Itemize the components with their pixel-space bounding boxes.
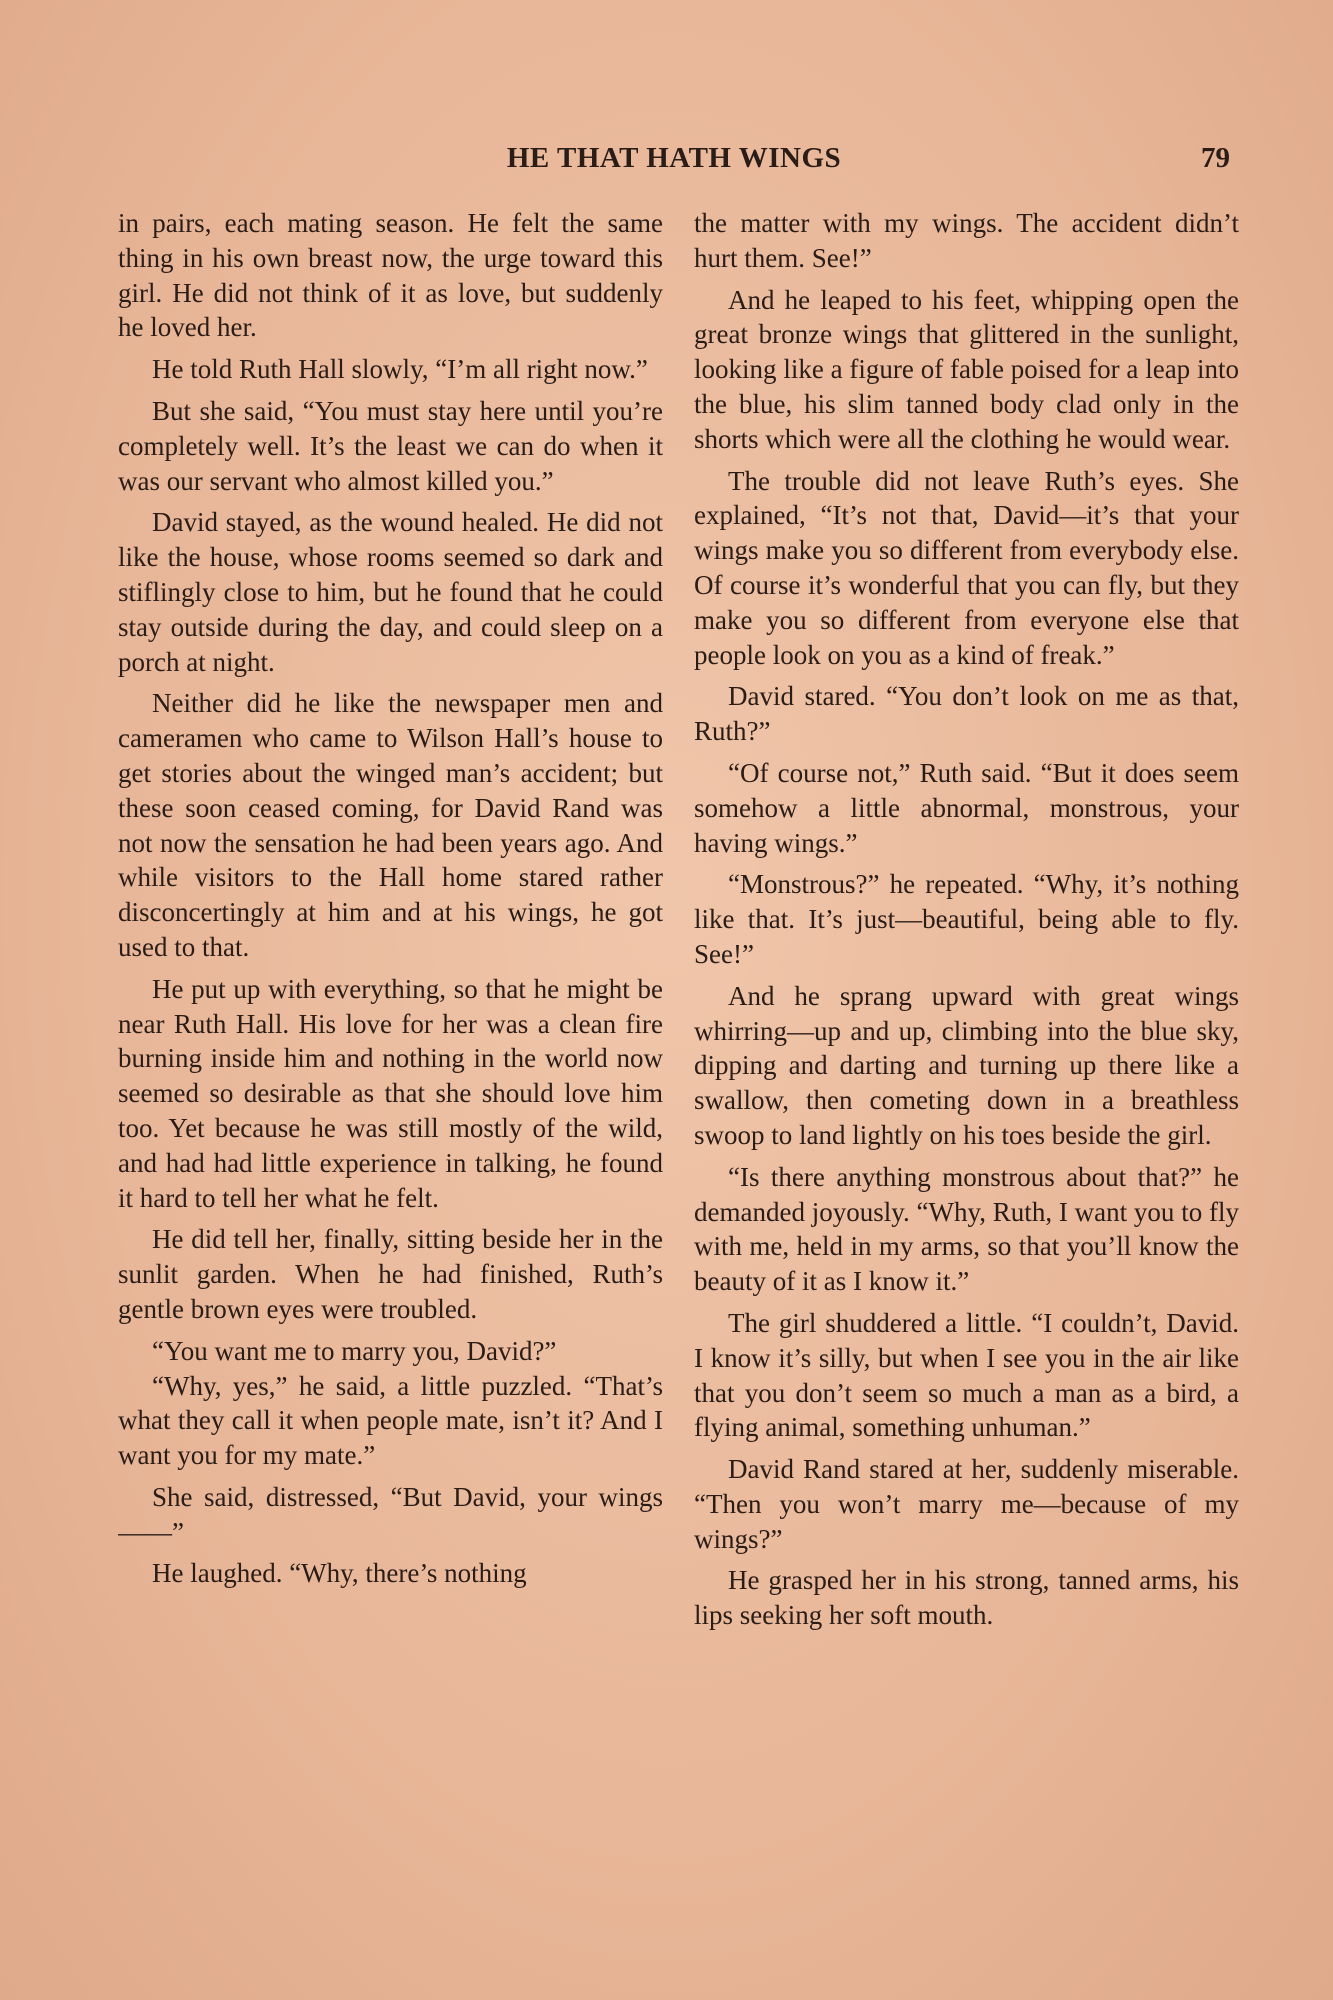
paragraph: He did tell her, finally, sitting beside her in the sunlit garden. When he had finished, Ruth’s gentle brown eyes were troubled.: [118, 1224, 663, 1324]
paragraph: He grasped her in his strong, tanned arms, his lips seeking her soft mouth.: [694, 1565, 1239, 1631]
paragraph: David stared. “You don’t look on me as that, Ruth?”: [694, 681, 1239, 747]
paragraph: “Of course not,” Ruth said. “But it does seem somehow a little abnormal, monstrous, your having wings.”: [694, 757, 1239, 858]
paragraph: David stayed, as the wound healed. He did not like the house, whose rooms seemed so dark and stiflingly close to him, but he found that he could stay outside during the day, and could sleep on a porch at night.: [118, 507, 663, 677]
paragraph: David Rand stared at her, suddenly miserable. “Then you won’t marry me—because of my wings?”: [694, 1454, 1239, 1554]
paragraph: “Why, yes,” he said, a little puzzled. “That’s what they call it when people mate, isn’t it? And I want you for my mate.”: [118, 1370, 663, 1471]
paragraph: in pairs, each mating season. He felt the same thing in his own breast now, the urge toward this girl. He did not think of it as love, but suddenly he loved her.: [118, 208, 663, 343]
page-number: 79: [1201, 142, 1230, 174]
paragraph: “You want me to marry you, David?”: [152, 1335, 557, 1366]
paragraph: “Is there anything monstrous about that?” he demanded joyously. “Why, Ruth, I want you to fly with me, held in my arms, so that you’ll know the beauty of it as I know it.”: [694, 1161, 1239, 1297]
paragraph: But she said, “You must stay here until you’re completely well. It’s the least we can do when it was our servant who almost killed you.”: [118, 395, 663, 496]
paragraph: And he leaped to his feet, whipping open the great bronze wings that glittered in the sunlight, looking like a figure of fable poised for a leap into the blue, his slim tanned body clad only in the shorts which were all the clothing he would wear.: [694, 284, 1239, 454]
paragraph: “Monstrous?” he repeated. “Why, it’s nothing like that. It’s just—beautiful, being able to fly. See!”: [694, 869, 1239, 969]
left-column: [118, 206, 663, 1846]
paragraph: She said, distressed, “But David, your wings——”: [118, 1481, 663, 1547]
paragraph: He told Ruth Hall slowly, “I’m all right now.”: [152, 354, 648, 385]
paragraph: Neither did he like the newspaper men and cameramen who came to Wilson Hall’s house to get stories about the winged man’s accident; but these soon ceased coming, for David Rand was not now the sensation he had been years ago. And while visitors to the Hall home stared rather disconcertingly at him and at his wings, he got used to that.: [118, 688, 663, 962]
paragraph: He put up with everything, so that he might be near Ruth Hall. His love for her was a clean fire burning inside him and nothing in the world now seemed so desirable as that she should love him too. Yet because he was still mostly of the wild, and had had little experience in talking, he found it hard to tell her what he felt.: [118, 973, 663, 1213]
running-head: [118, 138, 1230, 178]
paragraph: the matter with my wings. The accident didn’t hurt them. See!”: [694, 208, 1239, 273]
right-column: [694, 206, 1239, 1846]
paragraph: The trouble did not leave Ruth’s eyes. She explained, “It’s not that, David—it’s that your wings make you so different from everybody else. Of course it’s wonderful that you can fly, but they make you so different from everyone else that people look on you as a kind of freak.”: [694, 465, 1239, 670]
paragraph: And he sprang upward with great wings whirring—up and up, climbing into the blue sky, dipping and darting and turning up there like a swallow, then cometing down in a breathless swoop to land lightly on his toes beside the girl.: [694, 980, 1239, 1150]
paragraph: The girl shuddered a little. “I couldn’t, David. I know it’s silly, but when I see you in the air like that you don’t seem so much a man as a bird, a flying animal, something unhuman.”: [694, 1307, 1239, 1443]
paragraph: He laughed. “Why, there’s nothing: [152, 1558, 527, 1589]
running-title: HE THAT HATH WINGS: [506, 142, 842, 174]
